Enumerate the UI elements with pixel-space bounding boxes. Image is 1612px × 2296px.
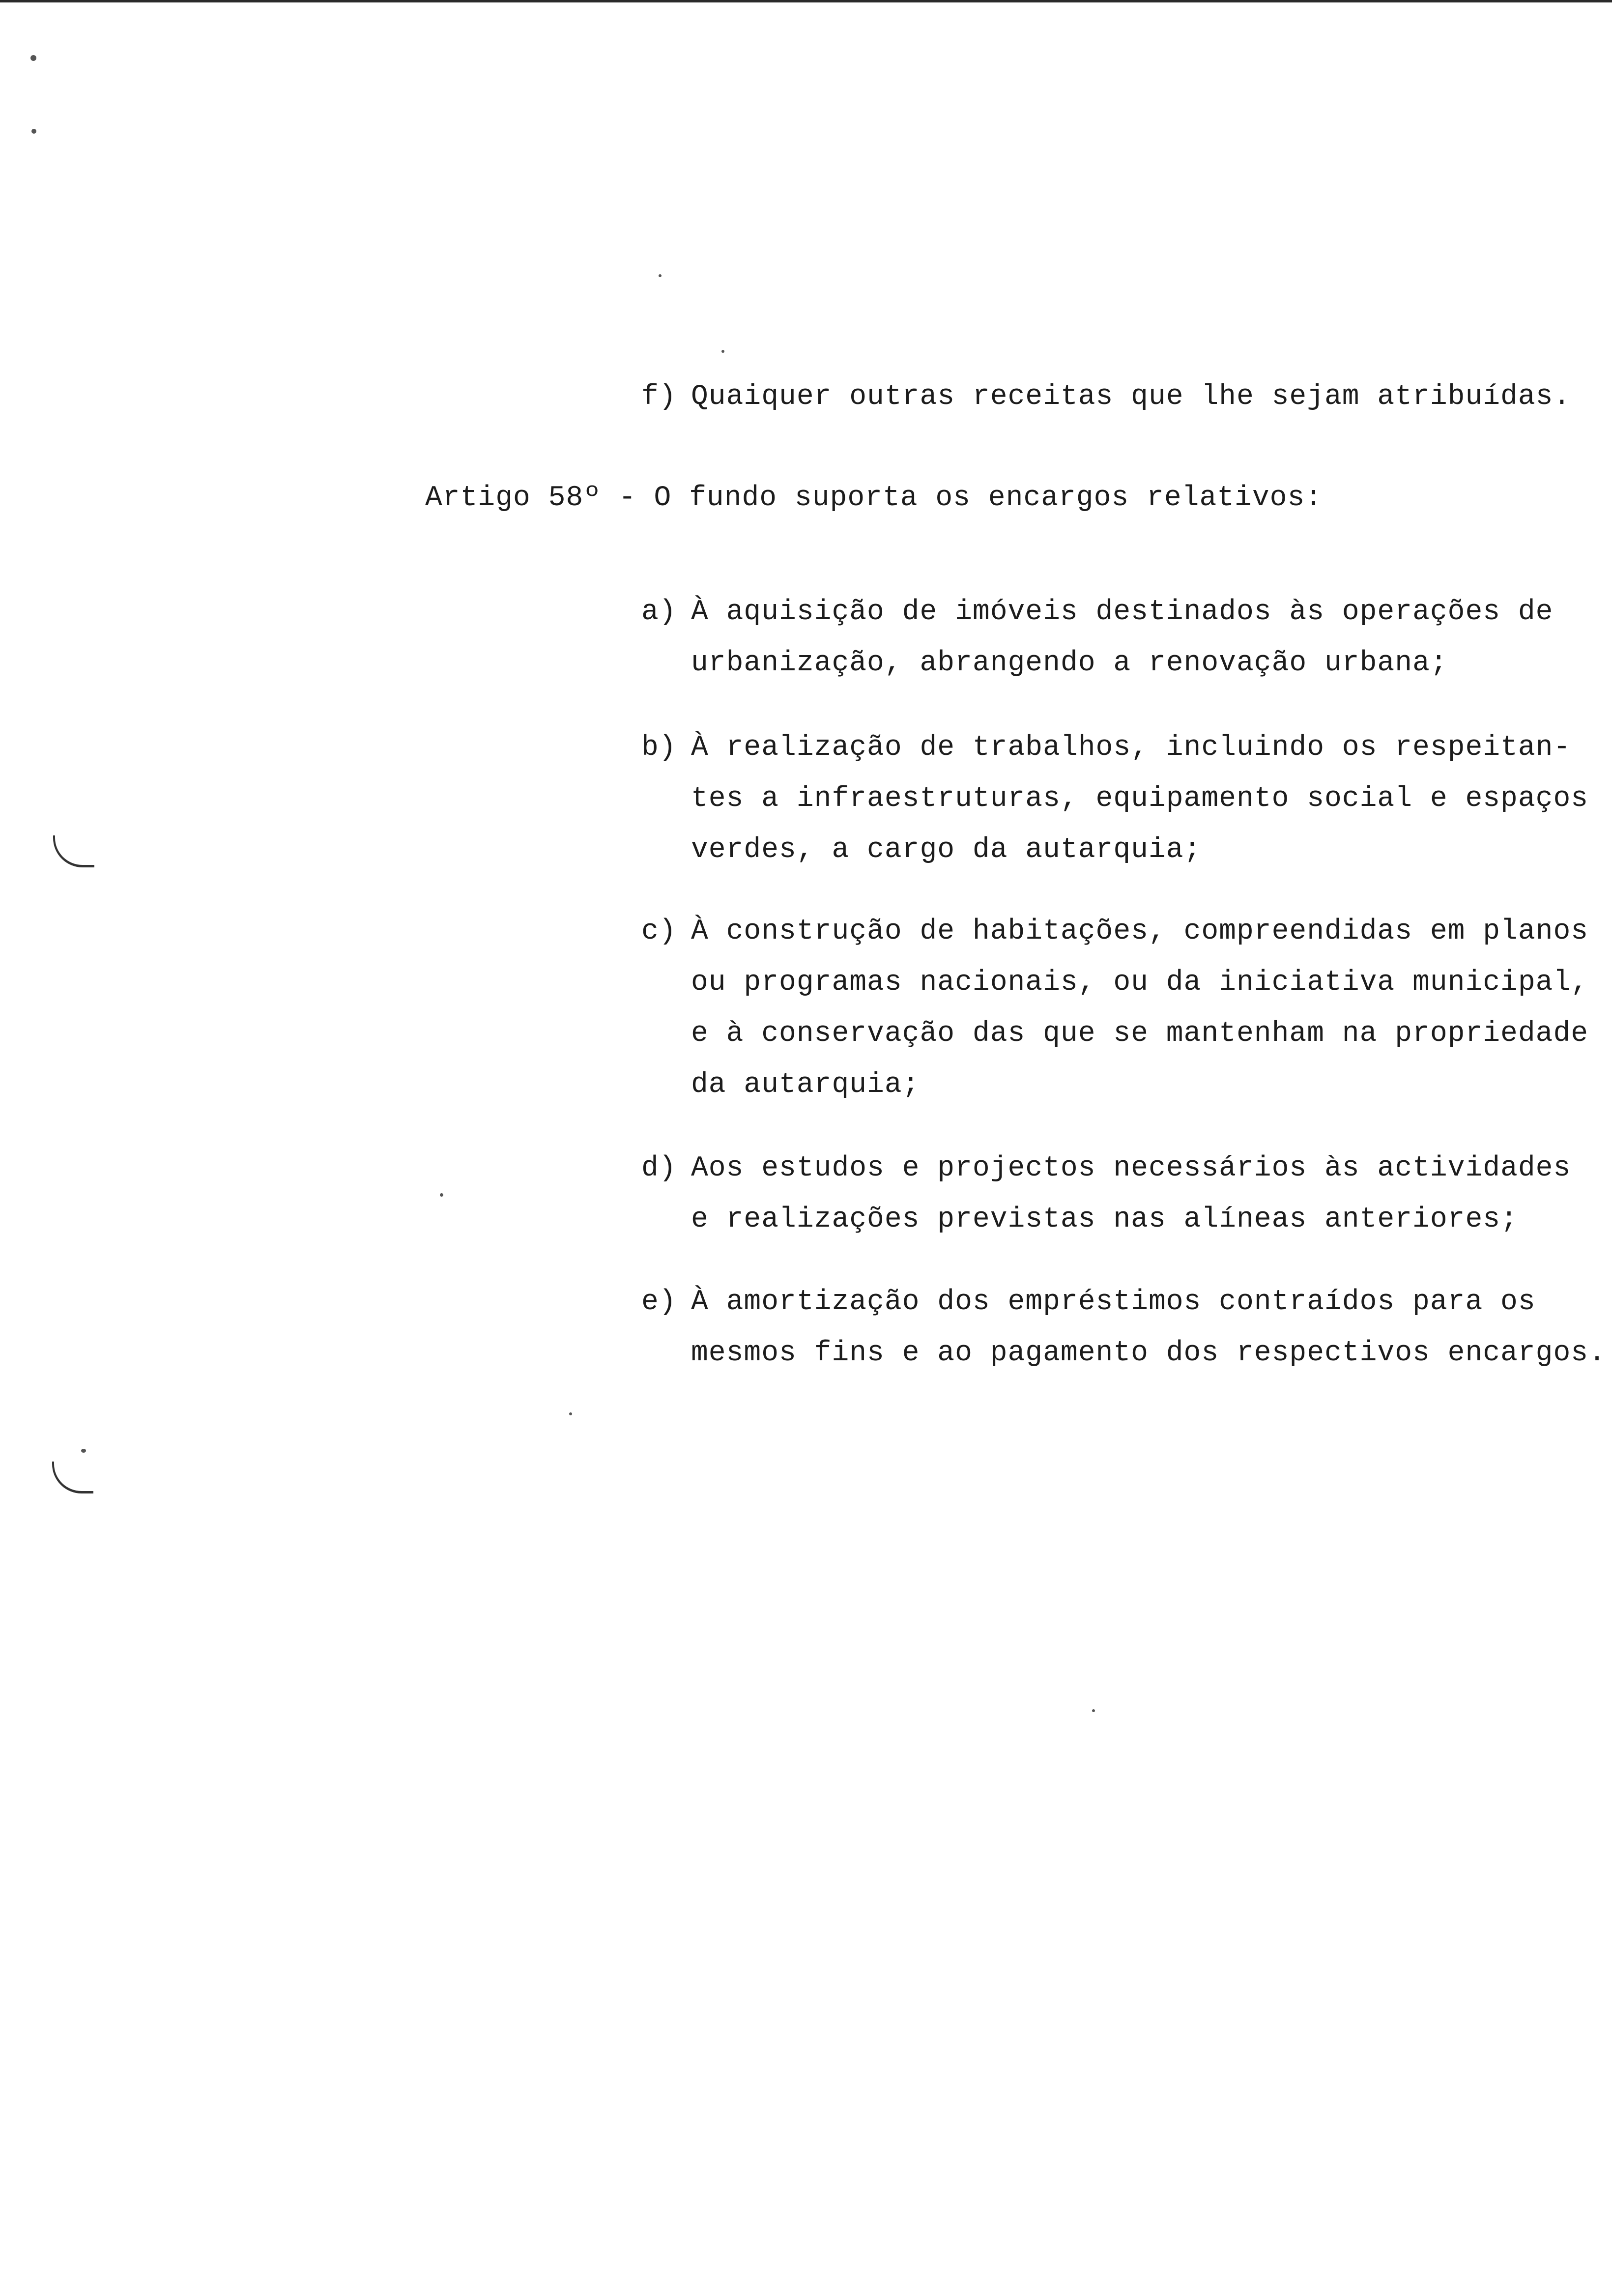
scan-speck: [1092, 1709, 1095, 1712]
item-marker-b: b): [641, 732, 677, 764]
item-a-line: urbanização, abrangendo a renovação urbana;: [691, 647, 1448, 679]
scan-speck: [440, 1193, 443, 1197]
item-b-line: tes a infraestruturas, equipamento social e espaços: [691, 783, 1589, 815]
item-marker-f: f): [641, 381, 677, 413]
item-e-line: À amortização dos empréstimos contraídos para os: [691, 1286, 1536, 1318]
top-border-rule: [0, 0, 1612, 2]
item-e-line: mesmos fins e ao pagamento dos respectivos encargos.: [691, 1337, 1606, 1369]
binding-hole-mark: [52, 1462, 93, 1493]
item-c-line: e à conservação das que se mantenham na propriedade: [691, 1018, 1589, 1050]
item-b-line: verdes, a cargo da autarquia;: [691, 834, 1202, 866]
item-marker-c: c): [641, 916, 677, 947]
scan-speck: [659, 274, 662, 277]
item-marker-a: a): [641, 596, 677, 628]
item-d-line: e realizações previstas nas alíneas anteriores;: [691, 1204, 1518, 1235]
item-a-line: À aquisição de imóveis destinados às operações de: [691, 596, 1554, 628]
scan-speck: [30, 55, 36, 61]
item-c-line: ou programas nacionais, ou da iniciativa municipal,: [691, 967, 1589, 999]
item-b-line: À realização de trabalhos, incluindo os respeitan-: [691, 732, 1571, 764]
article-heading: Artigo 58º - O fundo suporta os encargos relativos:: [425, 482, 1323, 514]
item-d-line: Aos estudos e projectos necessários às actividades: [691, 1152, 1571, 1184]
scan-speck: [569, 1412, 572, 1415]
scan-speck: [31, 129, 36, 134]
scan-speck: [721, 350, 724, 353]
item-marker-e: e): [641, 1286, 677, 1318]
scan-speck: [81, 1449, 86, 1453]
binding-hole-mark: [53, 835, 94, 867]
item-c-line: À construção de habitações, compreendidas em planos: [691, 916, 1589, 947]
item-text-f: Quaiquer outras receitas que lhe sejam atribuídas.: [691, 381, 1571, 413]
item-c-line: da autarquia;: [691, 1069, 920, 1101]
item-marker-d: d): [641, 1152, 677, 1184]
